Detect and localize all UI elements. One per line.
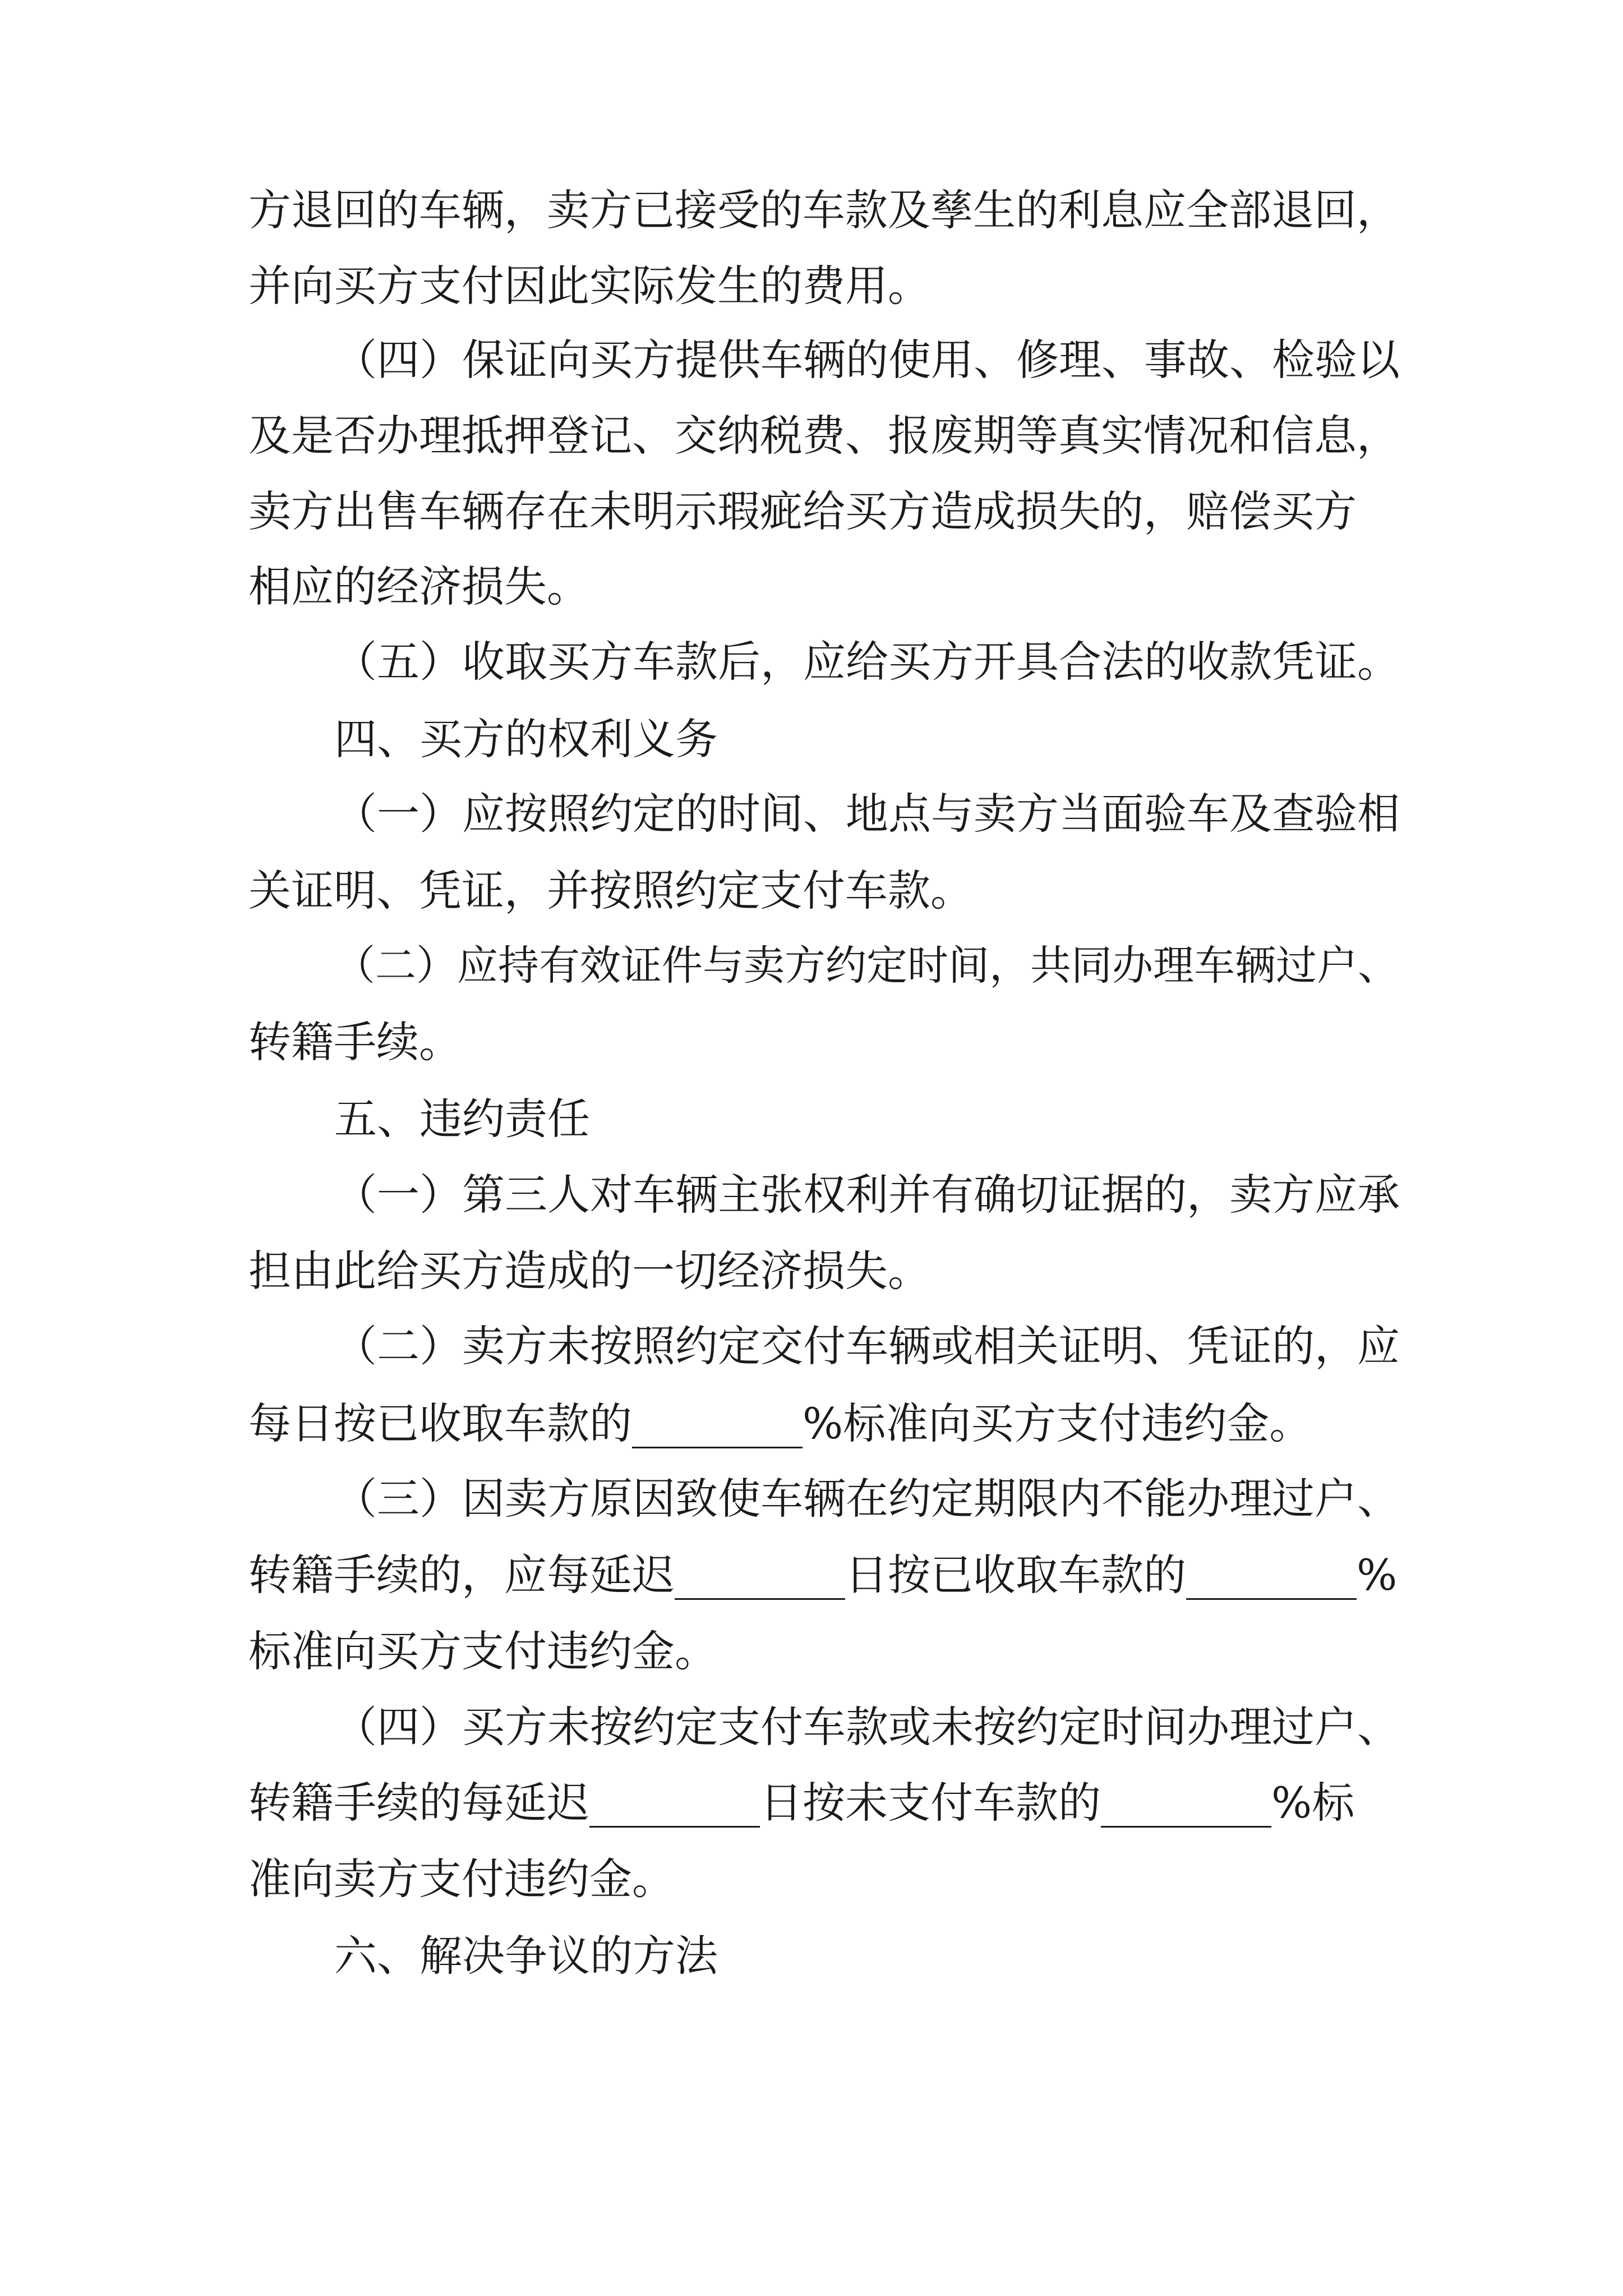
text-line: 每日按已收取车款的________%标准向买方支付违约金。 — [248, 1398, 1312, 1448]
section-heading: 六、解决争议的方法 — [334, 1931, 718, 1981]
text-line: （一）第三人对车辆主张权利并有确切证据的，卖方应承 — [334, 1170, 1400, 1220]
text-line: 并向买方支付因此实际发生的费用。 — [248, 261, 930, 311]
text-line: 转籍手续的，应每延迟________日按已收取车款的________% — [248, 1550, 1398, 1600]
text-line: 担由此给买方造成的一切经济损失。 — [248, 1246, 930, 1296]
text-line: 相应的经济损失。 — [248, 562, 589, 611]
text-line: 及是否办理抵押登记、交纳税费、报废期等真实情况和信息， — [248, 411, 1399, 461]
text-line: 转籍手续。 — [248, 1017, 462, 1067]
section-heading: 四、买方的权利义务 — [334, 714, 718, 764]
text-line: （五）收取买方车款后，应给买方开具合法的收款凭证。 — [334, 637, 1400, 687]
text-line: （四）买方未按约定支付车款或未按约定时间办理过户、 — [334, 1702, 1400, 1752]
section-heading: 五、违约责任 — [334, 1094, 590, 1144]
text-line: 卖方出售车辆存在未明示瑕疵给买方造成损失的，赔偿买方 — [248, 486, 1357, 536]
text-line: 标准向买方支付违约金。 — [248, 1626, 717, 1676]
text-line: （二）卖方未按照约定交付车辆或相关证明、凭证的，应 — [334, 1321, 1400, 1371]
text-line: （三）因卖方原因致使车辆在约定期限内不能办理过户、 — [334, 1474, 1400, 1524]
text-line: （一）应按照约定的时间、地点与卖方当面验车及查验相 — [334, 789, 1400, 839]
text-line: （四）保证向买方提供车辆的使用、修理、事故、检验以 — [334, 335, 1400, 385]
text-line: 准向卖方支付违约金。 — [248, 1854, 675, 1904]
text-line: 方退回的车辆，卖方已接受的车款及孳生的利息应全部退回， — [248, 185, 1399, 235]
text-line: 关证明、凭证，并按照约定支付车款。 — [248, 866, 973, 915]
text-line: （二）应持有效证件与卖方约定时间，共同办理车辆过户、 — [334, 942, 1399, 990]
text-line: 转籍手续的每延迟________日按未支付车款的________%标 — [248, 1778, 1355, 1828]
